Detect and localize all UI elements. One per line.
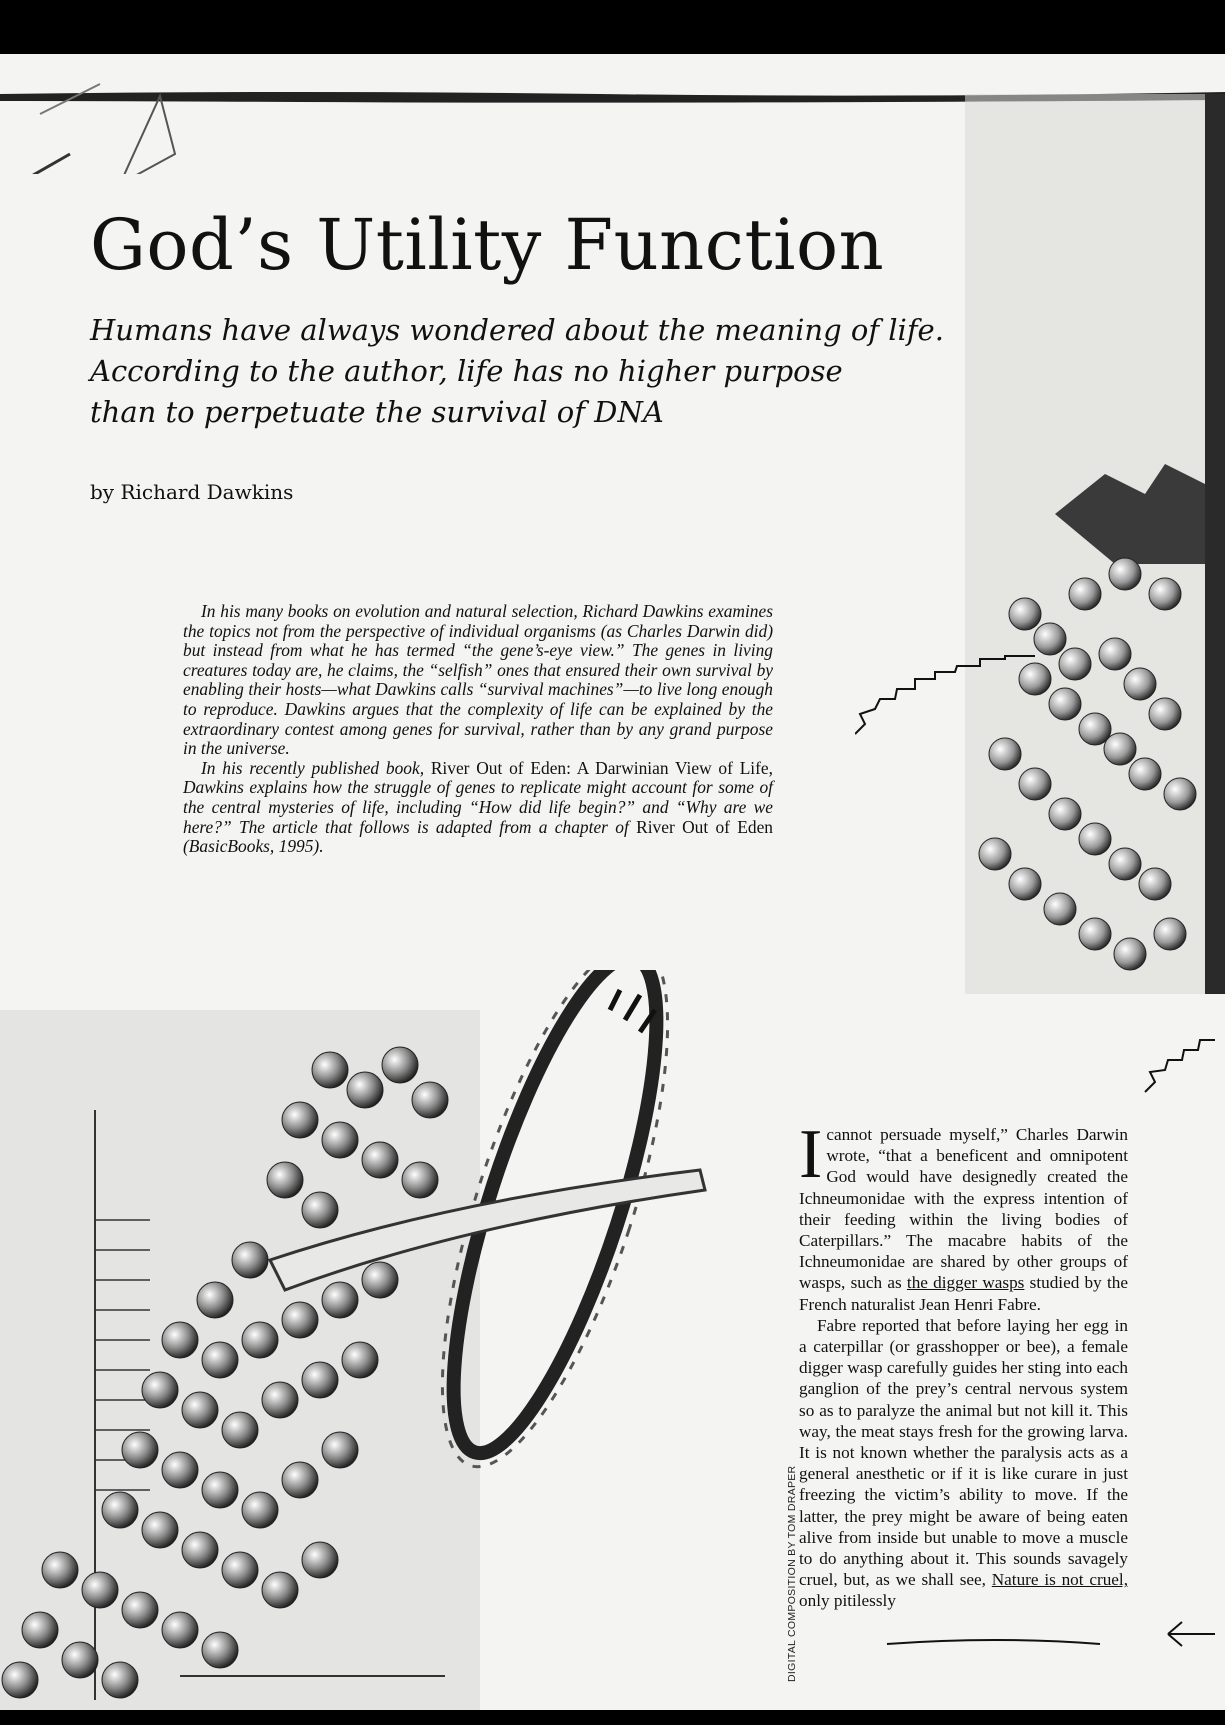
subtitle-line: According to the author, life has no higher purpose (90, 354, 843, 388)
author-byline: by Richard Dawkins (90, 480, 294, 504)
book-title: River Out of Eden: A Darwinian View of Life, (430, 757, 774, 778)
intro-blurb (183, 602, 773, 857)
body-text: studied by the French naturalist Jean Henri Fabre. (799, 1273, 1128, 1314)
intro-text: (BasicBooks, 1995). (183, 836, 324, 857)
underlined-phrase: Nature is not cruel, (991, 1570, 1128, 1590)
body-text: only pitilessly (799, 1591, 896, 1611)
illustration-credit: DIGITAL COMPOSITION BY TOM DRAPER (786, 1465, 798, 1682)
intro-text: Dawkins explains how the struggle of genes to replicate might account for some of the central mysteries of life, including “How did life begin?” and “Why are we here?” The article that follows is adapted from a chapter of (183, 777, 773, 837)
drop-cap: I (799, 1116, 823, 1193)
subtitle-line: than to perpetuate the survival of DNA (90, 395, 664, 429)
body-paragraph (799, 1315, 1128, 1612)
gear-teeth-decoration-right (1140, 1032, 1220, 1102)
intro-paragraph: In his many books on evolution and natural selection, Richard Dawkins examines the topics not from the perspective of individual organisms (as Charles Darwin did) but instead from what he has termed “the gene’s-eye view.” The genes in living creatures today are, he claims, the “selfish” ones that ensured their own survival by enabling their hosts—what Dawkins calls “survival machines”—to live long enough to reproduce. Dawkins argues that the complexity of life can be explained by the extraordinary contest among genes for survival, rather than by any grand purpose in the universe. (183, 601, 773, 759)
handwritten-arrow-icon (1160, 1614, 1220, 1654)
subtitle-line: Humans have always wondered about the meaning of life. (90, 313, 944, 347)
book-title: River Out of Eden (636, 816, 774, 837)
molecule-illustration-top (965, 94, 1225, 994)
molecule-illustration-bottom (0, 970, 760, 1710)
article-title: God’s Utility Function (90, 204, 885, 286)
body-paragraph (799, 1116, 1128, 1315)
article-body (799, 1116, 1128, 1612)
body-text: cannot persuade myself,” Charles Darwin wrote, “that a beneficent and omnipotent God would have designedly created the Ichneumonidae with the express intention of their feeding within the living bodies of Caterpillars.” The macabre habits of the Ichneumonidae are shared by other groups of wasps, such as (799, 1125, 1128, 1293)
intro-paragraph (183, 759, 773, 857)
handwritten-underline (885, 1634, 1105, 1654)
article-subtitle (90, 310, 944, 433)
intro-text: In his recently published book, (201, 757, 431, 778)
gear-teeth-decoration (855, 654, 1055, 754)
underlined-phrase: the digger wasps (906, 1273, 1025, 1293)
body-text: Fabre reported that before laying her egg in a caterpillar (or grasshopper or bee), a female digger wasp carefully guides her sting into each ganglion of the prey’s central nervous system so as to paralyze the animal but not kill it. This way, the meat stays fresh for the growing larva. It is not known whether the paralysis acts as a general anesthetic or if it is like curare in just freezing the victim’s ability to move. If the latter, the prey might be aware of being eaten alive from inside but unable to move a muscle to do anything about it. This sounds savagely cruel, but, as we shall see, (799, 1315, 1128, 1590)
magazine-page (0, 54, 1225, 1710)
